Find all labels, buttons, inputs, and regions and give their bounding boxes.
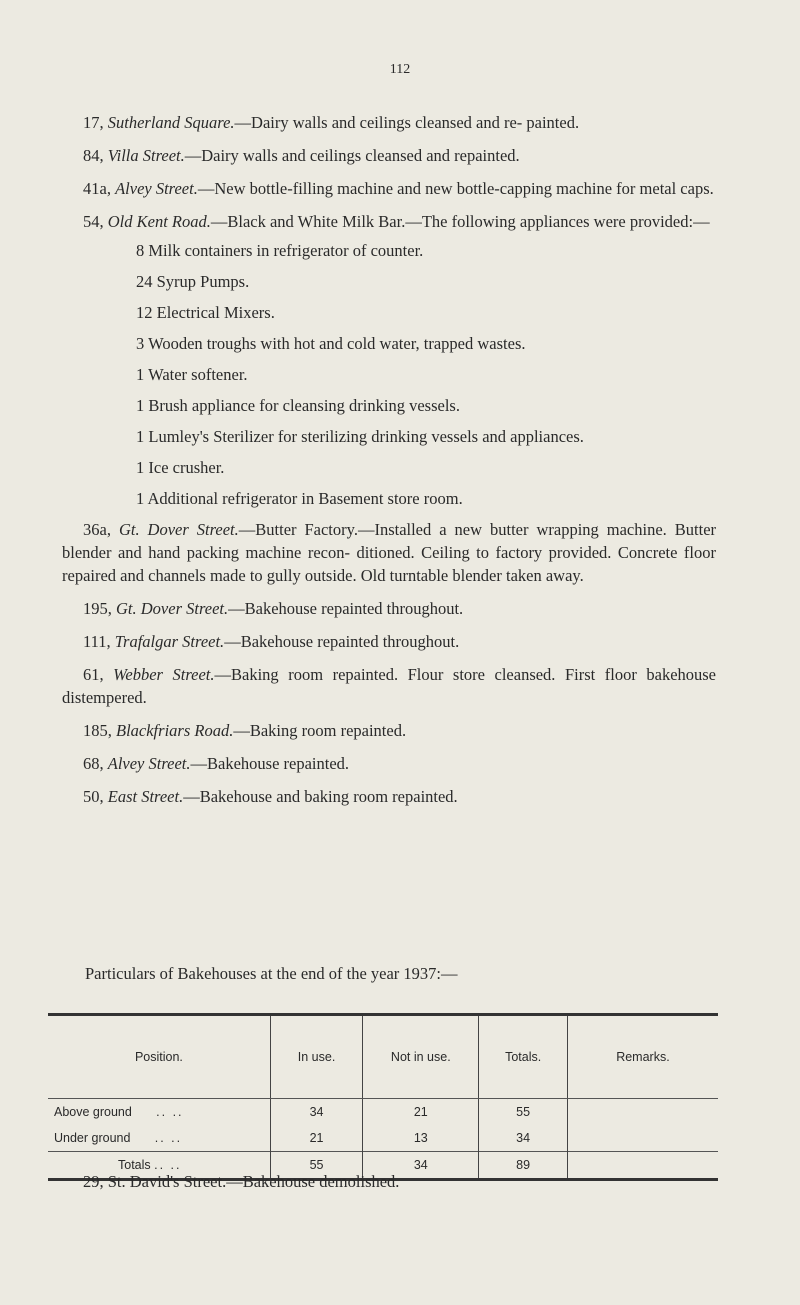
- footnote: 29, St. David's Street.—Bakehouse demolished.: [83, 1172, 400, 1191]
- header-totals: Totals.: [479, 1015, 568, 1099]
- entry-old-kent-road: 54, Old Kent Road.—Black and White Milk Bar.—The following appliances were provided:—: [83, 212, 710, 231]
- table-row: [48, 1125, 718, 1152]
- table-row: [48, 1099, 718, 1126]
- street-name: Villa Street.: [107, 146, 185, 165]
- street-name: Trafalgar Street.: [114, 632, 225, 651]
- row-in-use: 21: [270, 1125, 362, 1152]
- header-in-use: In use.: [270, 1015, 362, 1099]
- bakehouse-table: [48, 1013, 718, 1181]
- appliance-item: 1 Lumley's Sterilizer for sterilizing drinking vessels and appliances.: [136, 427, 584, 446]
- entry-sutherland-square: 17, Sutherland Square.—Dairy walls and ceilings cleansed and re- painted.: [83, 113, 580, 132]
- street-name: Old Kent Road.: [107, 212, 211, 231]
- appliance-item: 12 Electrical Mixers.: [136, 303, 275, 322]
- entry-blackfriars-road: 185, Blackfriars Road.—Baking room repainted.: [83, 721, 407, 740]
- entry-gt-dover-street-36a: 36a, Gt. Dover Street.—Butter Factory.—Installed a new butter wrapping machine. Butter blender and hand packing machine recon- ditioned. Ceiling to factory provided. Concrete floor repaired and channels made to gully outside. Old turntable blender taken away.: [62, 520, 717, 585]
- leader-dots: .. ..: [154, 1158, 182, 1172]
- appliance-item: 1 Brush appliance for cleansing drinking vessels.: [136, 396, 460, 415]
- appliance-item: 1 Ice crusher.: [136, 458, 225, 477]
- total-totals: 89: [479, 1152, 568, 1180]
- table-caption: Particulars of Bakehouses at the end of the year 1937:—: [85, 964, 458, 983]
- leader-dots: .. ..: [156, 1105, 184, 1119]
- table-header-row: [48, 1015, 718, 1099]
- appliance-item: 3 Wooden troughs with hot and cold water, trapped wastes.: [136, 334, 526, 353]
- row-totals: 34: [479, 1125, 568, 1152]
- entry-alvey-street-41a: 41a, Alvey Street.—New bottle-filling machine and new bottle-capping machine for metal caps.: [83, 179, 714, 198]
- header-position: Position.: [48, 1015, 270, 1099]
- street-name: Gt. Dover Street.: [116, 599, 229, 618]
- appliance-item: 1 Water softener.: [136, 365, 248, 384]
- street-name: Gt. Dover Street.: [118, 520, 239, 539]
- total-remarks: [567, 1152, 718, 1180]
- entry-gt-dover-street-195: 195, Gt. Dover Street.—Bakehouse repainted throughout.: [83, 599, 464, 618]
- header-remarks: Remarks.: [567, 1015, 718, 1099]
- street-name: Alvey Street.: [107, 754, 191, 773]
- street-name: Alvey Street.: [115, 179, 198, 198]
- total-label: Totals .. ..: [48, 1152, 270, 1180]
- header-not-in-use: Not in use.: [363, 1015, 479, 1099]
- appliance-item: 8 Milk containers in refrigerator of counter.: [136, 241, 424, 260]
- leader-dots: .. ..: [154, 1131, 183, 1145]
- street-name: Sutherland Square.: [107, 113, 235, 132]
- entry-webber-street: 61, Webber Street.—Baking room repainted. Flour store cleansed. First floor bakehouse distempered.: [62, 665, 717, 707]
- appliance-list: [62, 239, 716, 510]
- entries-list: [62, 111, 716, 818]
- row-position: Under ground .. ..: [54, 1131, 183, 1145]
- entry-alvey-street-68: 68, Alvey Street.—Bakehouse repainted.: [83, 754, 350, 773]
- street-name: Blackfriars Road.: [116, 721, 234, 740]
- entry-trafalgar-street: 111, Trafalgar Street.—Bakehouse repainted throughout.: [83, 632, 460, 651]
- entry-villa-street: 84, Villa Street.—Dairy walls and ceilings cleansed and repainted.: [83, 146, 520, 165]
- street-name: East Street.: [107, 787, 184, 806]
- row-not-in-use: 13: [363, 1125, 479, 1152]
- row-in-use: 34: [270, 1099, 362, 1126]
- row-remarks: [567, 1099, 718, 1126]
- row-position: Above ground .. ..: [54, 1105, 184, 1119]
- row-not-in-use: 21: [363, 1099, 479, 1126]
- page-number: 112: [389, 62, 411, 77]
- total-in-use: 55: [270, 1152, 362, 1180]
- appliance-item: 1 Additional refrigerator in Basement store room.: [136, 489, 463, 508]
- street-name: Webber Street.: [113, 665, 215, 684]
- total-not-in-use: 34: [363, 1152, 479, 1180]
- row-totals: 55: [479, 1099, 568, 1126]
- appliance-item: 24 Syrup Pumps.: [136, 272, 250, 291]
- entry-east-street: 50, East Street.—Bakehouse and baking room repainted.: [83, 787, 458, 806]
- row-remarks: [567, 1125, 718, 1152]
